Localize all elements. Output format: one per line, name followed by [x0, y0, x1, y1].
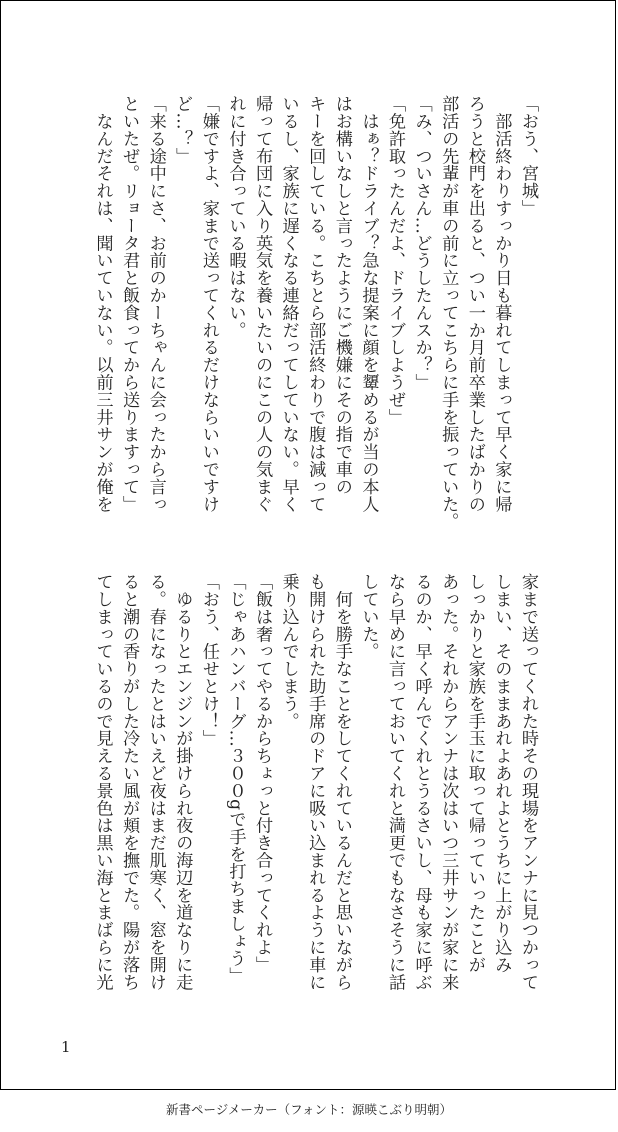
text-line: あった。それからアンナは次はいつ三井サンが家に来: [438, 573, 459, 991]
text-line: していた。: [358, 573, 379, 660]
text-line: も開けられた助手席のドアに吸い込まれるように車に: [305, 573, 326, 991]
text-line: ど…？」: [172, 95, 193, 165]
text-line: るのか、早く呼んでくれとうるさいし、母も家に呼ぶ: [411, 573, 432, 991]
text-line: はぁ？ドライブ？急な提案に顔を顰めるが当の本人: [358, 95, 379, 513]
text-line: 家まで送ってくれた時その現場をアンナに見つかって: [518, 573, 538, 991]
text-line: 「おう、宮城」: [518, 95, 538, 217]
text-line: 「おう、任せとけ！」: [198, 573, 219, 747]
text-line: れに付き合っている暇はない。: [225, 95, 246, 339]
text-line: 部活終わりすっかり日も暮れてしまって早く家に帰: [491, 95, 512, 513]
text-line: 帰って布団に入り英気を養いたいのにこの人の気まぐ: [252, 95, 273, 513]
text-line: しっかりと家族を手玉に取って帰っていったことが: [464, 573, 485, 974]
text-line: いるし、家族に遅くなる連絡だってしていない。早く: [278, 95, 299, 513]
text-line: なんだそれは、聞いていない。以前三井サンが俺を: [92, 95, 113, 513]
text-line: 「飯は奢ってやるからちょっと付き合ってくれよ」: [252, 573, 273, 974]
text-line: 「来る途中にさ、お前のかーちゃんに会ったから言っ: [145, 95, 166, 513]
text-line: キーを回している。こちとら部活終わりで腹は減って: [305, 95, 326, 513]
text-line: しまい、そのままあれよあれよとうちに上がり込み: [491, 573, 512, 974]
text-line: 「じゃあハンバーグ…３００gで手を打ちましょう」: [225, 573, 246, 985]
text-line: 部活の先輩が車の前に立ってこちらに手を振っていた。: [438, 95, 459, 530]
text-line: はお構いなしと言ったようにご機嫌にその指で車の: [331, 95, 352, 496]
page-number: 1: [61, 1038, 71, 1056]
text-line: といたぜ。リョータ君と飯食ってから送りますって」: [119, 95, 140, 513]
text-line: 「免許取ったんだよ、ドライブしようぜ」: [385, 95, 406, 426]
text-line: 乗り込んでしまう。: [278, 573, 299, 730]
text-line: 何を勝手なことをしてくれているんだと思いながら: [331, 573, 352, 991]
text-line: ろうと校門を出ると、つい一か月前卒業したばかりの: [464, 95, 485, 513]
text-line: 「嫌ですよ、家まで送ってくれるだけならいいですけ: [198, 95, 219, 513]
text-line: 「み、ついさん…どうしたんスか？」: [411, 95, 432, 391]
text-column-bottom: [89, 573, 541, 1013]
text-line: てしまっているので見える景色は黒い海とまばらに光: [92, 573, 113, 991]
text-line: る。春になったとはいえど夜はまだ肌寒く、窓を開け: [145, 573, 166, 991]
text-line: なら早めに言っておいてくれと満更でもなさそうに話: [385, 573, 406, 991]
text-line: ると潮の香りがした冷たい風が頬を撫でた。陽が落ち: [119, 573, 140, 991]
text-line: ゆるりとエンジンが掛けられ夜の海辺を道なりに走: [172, 573, 193, 991]
footer-credit: 新書ページメーカー（フォント：源暎こぶり明朝）: [165, 1102, 452, 1117]
text-column-top: [89, 95, 541, 535]
